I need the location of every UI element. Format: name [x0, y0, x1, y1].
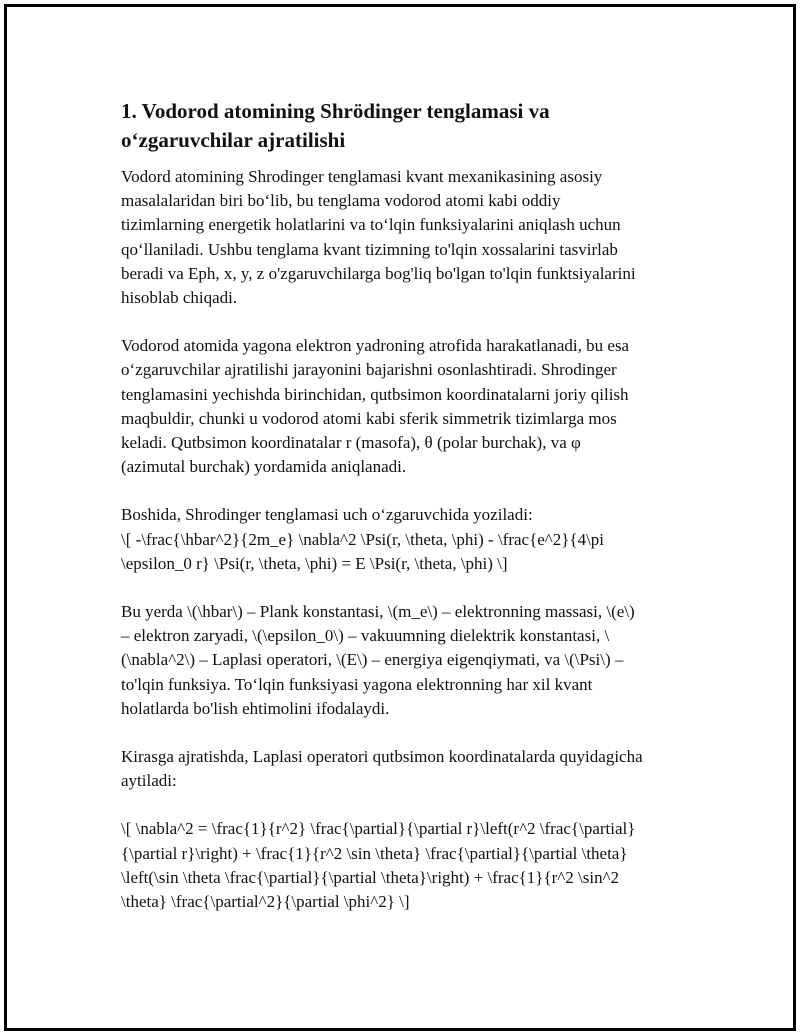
text-line: Vodorod atomida yagona elektron yadroning atrofida harakatlanadi, bu esa [121, 336, 630, 356]
text-line: keladi. Qutbsimon koordinatalar r (masofa), θ (polar burchak), va φ [121, 433, 581, 453]
paragraph-equation [121, 503, 696, 576]
equation-line: \epsilon_0 r} \Psi(r, \theta, \phi) = E \Psi(r, \theta, \phi) \] [121, 553, 508, 573]
text-line: aytiladi: [121, 771, 177, 791]
text-line: Vodord atomining Shrodinger tenglamasi kvant mexanikasining asosiy [121, 167, 603, 186]
text-line: Kirasga ajratishda, Laplasi operatori qutbsimon koordinatalarda quyidagicha [121, 747, 643, 767]
text-line: – elektron zaryadi, \(\epsilon_0\) – vakuumning dielektrik konstantasi, \ [121, 626, 610, 646]
equation-line: \theta} \frac{\partial^2}{\partial \phi^2} \] [121, 892, 410, 912]
text-line: qo‘llaniladi. Ushbu tenglama kvant tizimning to'lqin xossalarini tasvirlab [121, 239, 618, 259]
paragraph-coordinates [121, 334, 696, 479]
equation-line: \left(\sin \theta \frac{\partial}{\partial \theta}\right) + \frac{1}{r^2 \sin^2 [121, 867, 620, 887]
heading-line: o‘zgaruvchilar ajratilishi [121, 128, 346, 152]
text-line: (\nabla^2\) – Laplasi operatori, \(E\) – energiya eigenqiymati, va \(\Psi\) – [121, 650, 624, 670]
text-line: (azimutal burchak) yordamida aniqlanadi. [121, 457, 407, 477]
equation-line: {\partial r}\right) + \frac{1}{r^2 \sin \theta} \frac{\partial}{\partial \theta} [121, 843, 628, 863]
equation-line: \[ \nabla^2 = \frac{1}{r^2} \frac{\partial}{\partial r}\left(r^2 \frac{\partial} [121, 819, 636, 839]
text-line: holatlarda bo'lish ehtimolini ifodalaydi. [121, 698, 390, 718]
text-line: tenglamasini yechishda birinchidan, qutbsimon koordinatalarni joriy qilish [121, 384, 629, 404]
heading-line: 1. Vodorod atomining Shrödinger tenglamasi va [121, 99, 550, 123]
text-line: Bu yerda \(\hbar\) – Plank konstantasi, \(m_e\) – elektronning massasi, \(e\) [121, 602, 635, 622]
section-heading [121, 97, 696, 155]
text-line: beradi va Eph, x, y, z o'zgaruvchilarga bog'liq bo'lgan to'lqin funktsiyalarini [121, 263, 636, 283]
paragraph-laplacian-intro [121, 745, 696, 793]
document-body [121, 97, 696, 938]
text-line: o‘zgaruvchilar ajratilishi jarayonini bajarishni osonlashtiradi. Shrodinger [121, 360, 617, 380]
paragraph-laplacian-equation [121, 817, 696, 914]
text-line: to'lqin funksiya. To‘lqin funksiyasi yagona elektronning har xil kvant [121, 674, 593, 694]
text-line: hisoblab chiqadi. [121, 288, 238, 308]
text-line: tizimlarning energetik holatlarini va to‘lqin funksiyalarini aniqlash uchun [121, 215, 621, 235]
text-line: Boshida, Shrodinger tenglamasi uch o‘zgaruvchida yoziladi: [121, 505, 533, 525]
text-line: maqbuldir, chunki u vodorod atomi kabi sferik simmetrik tizimlarga mos [121, 408, 617, 428]
paragraph-definitions [121, 600, 696, 721]
paragraph-intro [121, 165, 696, 310]
equation-line: \[ -\frac{\hbar^2}{2m_e} \nabla^2 \Psi(r, \theta, \phi) - \frac{e^2}{4\pi [121, 529, 605, 549]
page-frame [4, 4, 796, 1031]
text-line: masalalaridan biri bo‘lib, bu tenglama vodorod atomi kabi oddiy [121, 191, 561, 211]
